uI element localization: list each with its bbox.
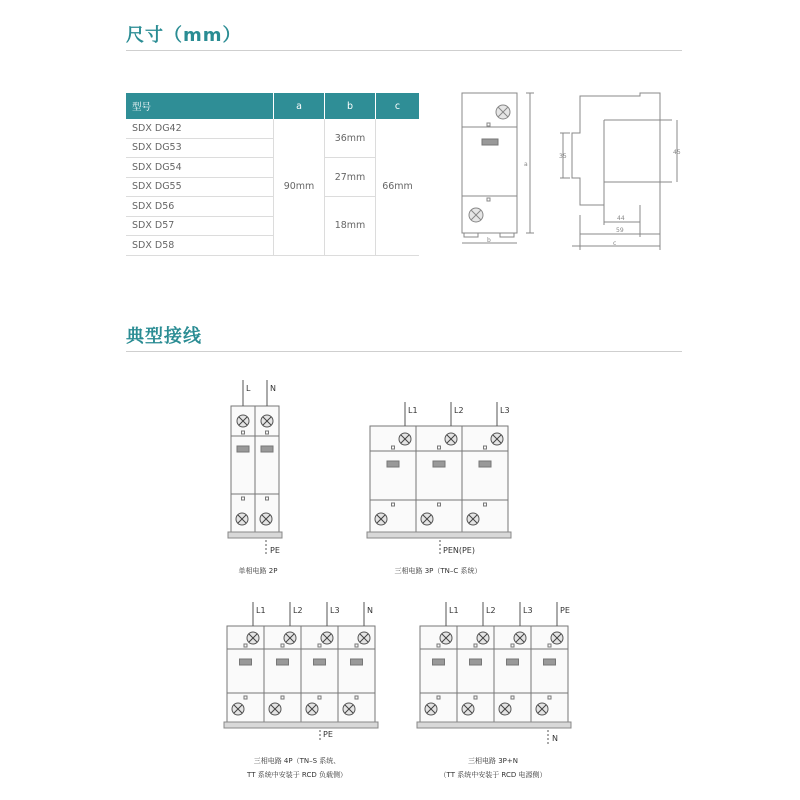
din-rail bbox=[228, 532, 282, 538]
spd-module bbox=[231, 406, 255, 532]
dim-label-b: b bbox=[487, 237, 491, 244]
diagram-caption-3p-tnc bbox=[368, 566, 508, 576]
diagram-caption-3p-n bbox=[418, 754, 568, 782]
caption-line: 单相电路 2P bbox=[238, 567, 278, 575]
status-window bbox=[433, 461, 445, 467]
terminal-label: L2 bbox=[293, 606, 303, 615]
model-cell: SDX DG54 bbox=[126, 158, 274, 178]
wiring-diagram-4p-tns bbox=[224, 602, 378, 742]
terminal-label: L2 bbox=[486, 606, 496, 615]
spd-module bbox=[370, 426, 416, 532]
ground-label: PE bbox=[270, 546, 280, 555]
terminal-label: N bbox=[367, 606, 373, 615]
spd-module bbox=[301, 626, 338, 722]
diagram-caption-2p bbox=[218, 566, 298, 576]
terminal-label: L3 bbox=[330, 606, 340, 615]
model-cell: SDX D57 bbox=[126, 216, 274, 236]
caption-line: 三相电路 4P（TN–S 系统、 bbox=[253, 757, 341, 765]
header-model: 型号 bbox=[126, 93, 274, 119]
dim-label-35: 35 bbox=[559, 153, 567, 160]
status-window bbox=[261, 446, 273, 452]
terminal-label: L3 bbox=[523, 606, 533, 615]
header-c: c bbox=[376, 93, 420, 119]
status-window bbox=[470, 659, 482, 665]
status-window bbox=[351, 659, 363, 665]
model-cell: SDX D56 bbox=[126, 197, 274, 217]
ground-label: PEN(PE) bbox=[443, 546, 475, 555]
wiring-diagram-2p bbox=[228, 380, 282, 556]
terminal-label: L3 bbox=[500, 406, 510, 415]
wiring-diagram-3p-n bbox=[417, 602, 571, 745]
din-rail bbox=[367, 532, 511, 538]
c-value-cell: 66mm bbox=[376, 119, 420, 255]
b-value-cell: 18mm bbox=[325, 197, 376, 256]
spd-module bbox=[531, 626, 568, 722]
spd-module bbox=[420, 626, 457, 722]
terminal-label: PE bbox=[560, 606, 570, 615]
status-window bbox=[433, 659, 445, 665]
terminal-label: L1 bbox=[408, 406, 418, 415]
spd-module bbox=[457, 626, 494, 722]
header-a: a bbox=[274, 93, 325, 119]
spd-module bbox=[416, 426, 462, 532]
caption-line: （TT 系统中安装于 RCD 电源侧） bbox=[439, 771, 547, 779]
status-window bbox=[240, 659, 252, 665]
status-window bbox=[544, 659, 556, 665]
dim-label-a: a bbox=[524, 161, 528, 168]
status-window bbox=[237, 446, 249, 452]
spd-module bbox=[255, 406, 279, 532]
caption-line: TT 系统中安装于 RCD 负载侧） bbox=[247, 771, 347, 779]
a-value-cell: 90mm bbox=[274, 119, 325, 255]
diagram-caption-4p bbox=[222, 754, 372, 782]
header-b: b bbox=[325, 93, 376, 119]
dimensions-section-title: 尺寸（mm） bbox=[126, 25, 242, 46]
status-window bbox=[277, 659, 289, 665]
model-cell: SDX D58 bbox=[126, 236, 274, 256]
spd-module bbox=[338, 626, 375, 722]
dim-label-59: 59 bbox=[616, 227, 624, 234]
wiring-diagram-3p-tnc bbox=[367, 402, 511, 556]
terminal-label: N bbox=[270, 384, 276, 393]
spd-module bbox=[227, 626, 264, 722]
terminal-label: L1 bbox=[256, 606, 266, 615]
din-rail bbox=[224, 722, 378, 728]
b-value-cell: 27mm bbox=[325, 158, 376, 197]
spd-module bbox=[462, 426, 508, 532]
model-cell: SDX DG42 bbox=[126, 119, 274, 138]
caption-line: 三相电路 3P（TN–C 系统） bbox=[394, 567, 482, 575]
dim-label-44: 44 bbox=[617, 215, 625, 222]
spd-module bbox=[264, 626, 301, 722]
status-window bbox=[387, 461, 399, 467]
b-value-cell: 36mm bbox=[325, 119, 376, 158]
status-window bbox=[479, 461, 491, 467]
wiring-section-title: 典型接线 bbox=[126, 326, 202, 347]
terminal-label: L bbox=[246, 384, 251, 393]
status-window bbox=[314, 659, 326, 665]
dim-label-45: 45 bbox=[673, 149, 681, 156]
terminal-label: L1 bbox=[449, 606, 459, 615]
caption-line: 三相电路 3P+N bbox=[467, 757, 518, 765]
ground-label: N bbox=[552, 734, 558, 743]
ground-label: PE bbox=[323, 730, 333, 739]
dim-label-c: c bbox=[613, 240, 617, 247]
terminal-label: L2 bbox=[454, 406, 464, 415]
model-cell: SDX DG55 bbox=[126, 177, 274, 197]
model-cell: SDX DG53 bbox=[126, 138, 274, 158]
din-rail bbox=[417, 722, 571, 728]
spd-module bbox=[494, 626, 531, 722]
status-window bbox=[507, 659, 519, 665]
